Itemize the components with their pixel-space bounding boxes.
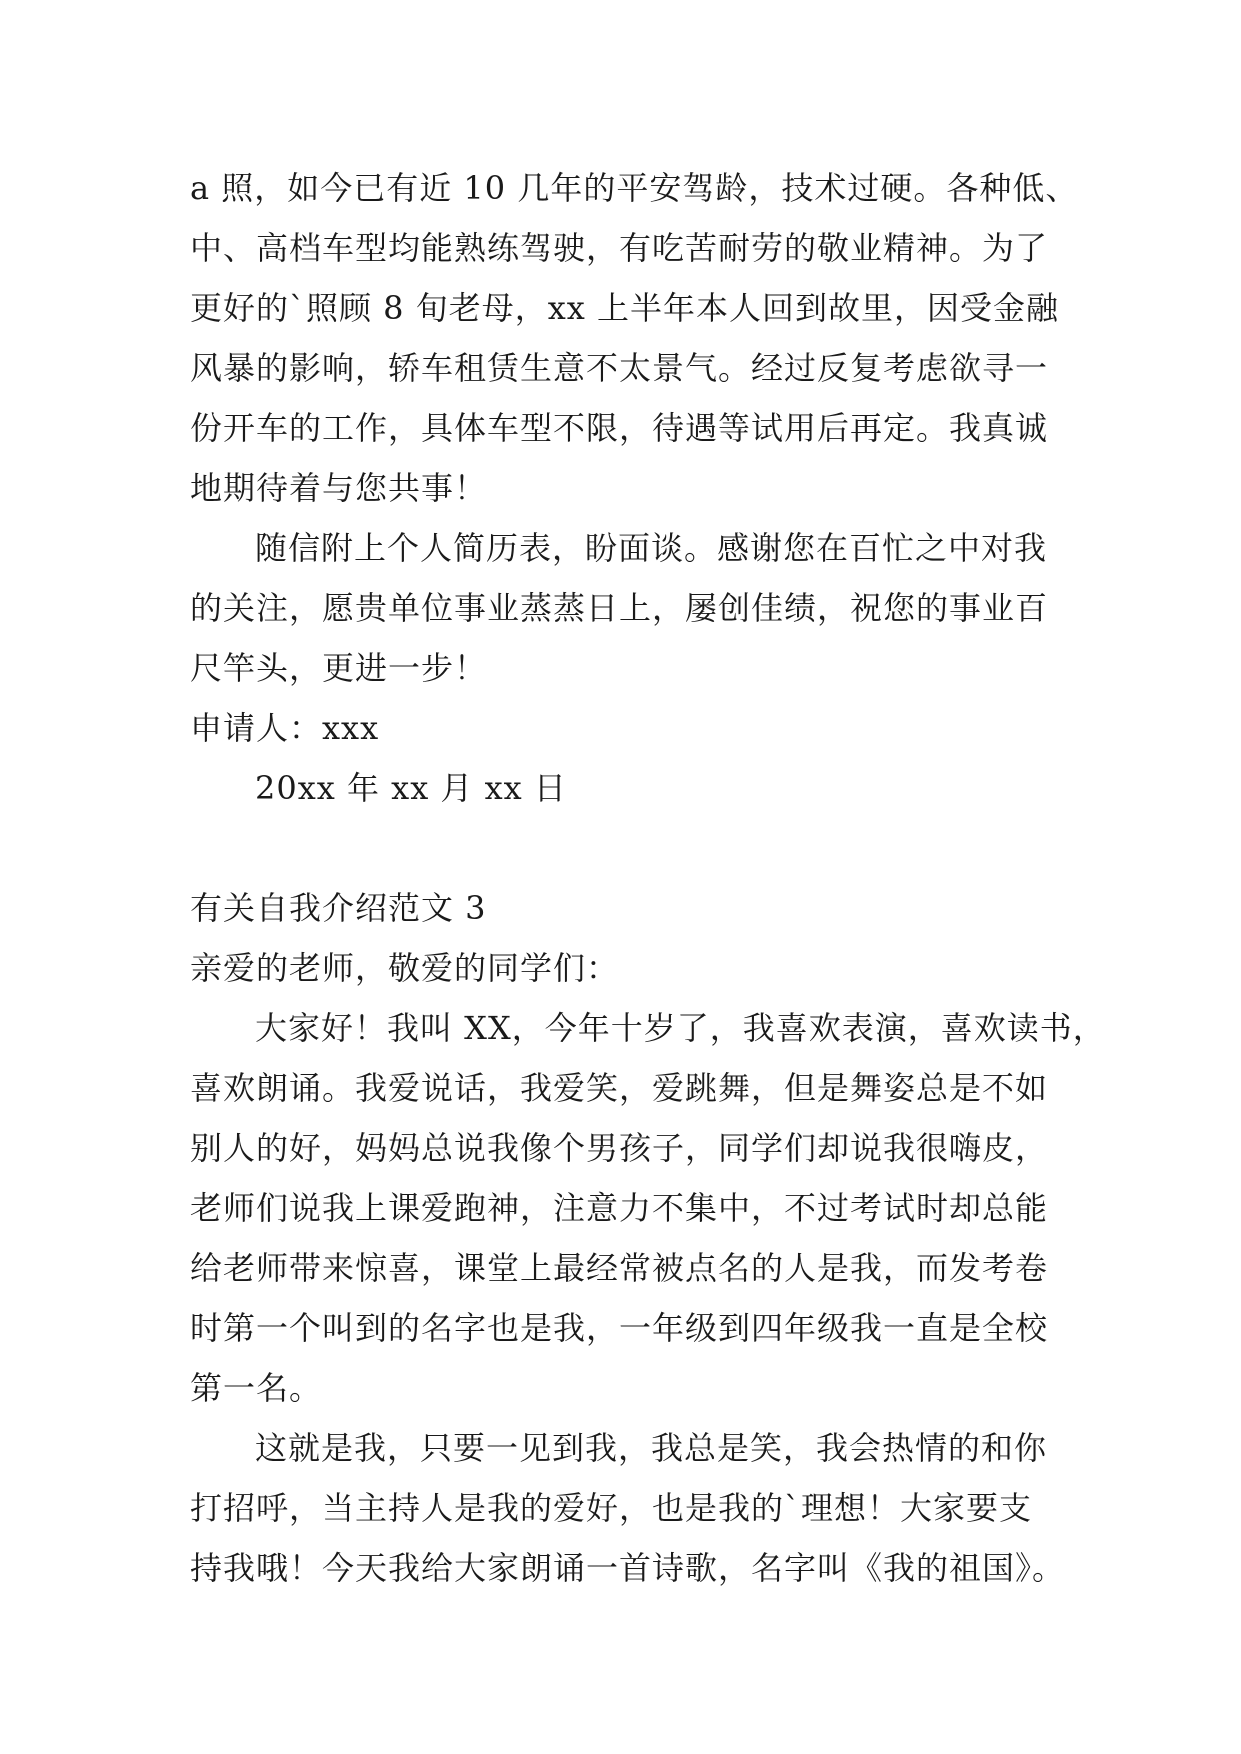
paragraph-line: 老师们说我上课爱跑神，注意力不集中，不过考试时却总能	[190, 1189, 1049, 1227]
closing-line: 尺竿头，更进一步！	[190, 649, 488, 687]
body-line: 地期待着与您共事！	[190, 469, 488, 507]
paragraph-line: 给老师带来惊喜，课堂上最经常被点名的人是我，而发考卷	[190, 1249, 1049, 1287]
body-line: a 照，如今已有近 10 几年的平安驾龄，技术过硬。各种低、	[190, 169, 1079, 207]
paragraph-line: 喜欢朗诵。我爱说话，我爱笑，爱跳舞，但是舞姿总是不如	[190, 1069, 1049, 1107]
date: 20xx 年 xx 月 xx 日	[255, 769, 567, 807]
signature: 申请人：xxx	[190, 709, 380, 747]
body-line: 风暴的影响，轿车租赁生意不太景气。经过反复考虑欲寻一	[190, 349, 1049, 387]
body-line: 更好的`照顾 8 旬老母，xx 上半年本人回到故里，因受金融	[190, 289, 1059, 327]
body-line: 中、高档车型均能熟练驾驶，有吃苦耐劳的敬业精神。为了	[190, 229, 1049, 267]
greeting: 亲爱的老师，敬爱的同学们：	[190, 949, 620, 987]
section-title: 有关自我介绍范文 3	[190, 889, 487, 927]
paragraph-line: 打招呼，当主持人是我的爱好，也是我的`理想！大家要支	[190, 1489, 1033, 1527]
closing-line: 的关注，愿贵单位事业蒸蒸日上，屡创佳绩，祝您的事业百	[190, 589, 1049, 627]
paragraph-line: 第一名。	[190, 1369, 323, 1407]
paragraph-line: 时第一个叫到的名字也是我，一年级到四年级我一直是全校	[190, 1309, 1049, 1347]
paragraph-line: 大家好！我叫 XX，今年十岁了，我喜欢表演，喜欢读书，	[255, 1009, 1106, 1047]
body-line: 份开车的工作，具体车型不限，待遇等试用后再定。我真诚	[190, 409, 1049, 447]
closing-line: 随信附上个人简历表，盼面谈。感谢您在百忙之中对我	[255, 529, 1048, 567]
paragraph-line: 这就是我，只要一见到我，我总是笑，我会热情的和你	[255, 1429, 1048, 1467]
paragraph-line: 别人的好，妈妈总说我像个男孩子，同学们却说我很嗨皮，	[190, 1129, 1049, 1167]
paragraph-line: 持我哦！今天我给大家朗诵一首诗歌，名字叫《我的祖国》。	[190, 1549, 1066, 1587]
